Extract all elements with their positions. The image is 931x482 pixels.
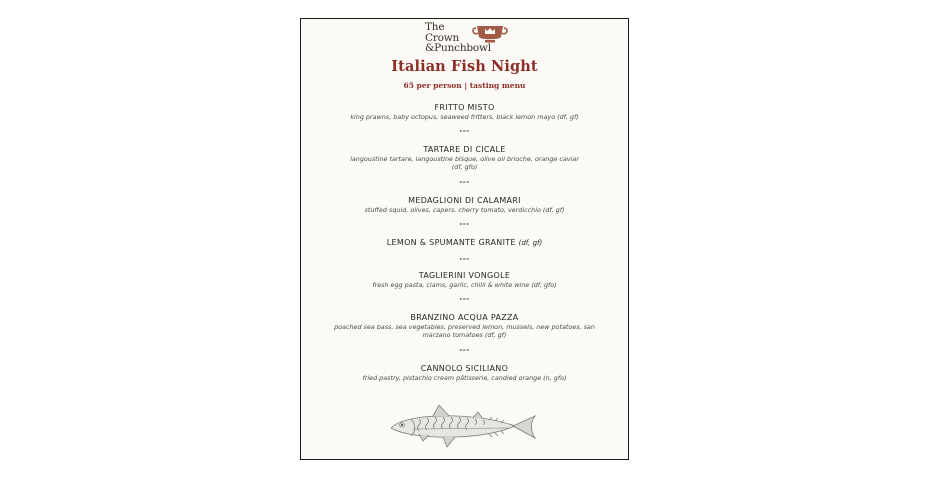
course-description: poached sea bass, sea vegetables, preserved lemon, mussels, new potatoes, san marzano tomatoes (df, gf) [334,323,595,340]
course-name: BRANZINO ACQUA PAZZA [410,313,519,322]
menu-card [300,18,629,460]
course-name: LEMON & SPUMANTE GRANITE [386,238,516,247]
course-fritto-misto [301,103,628,121]
course-branzino-acqua-pazza [301,313,628,340]
course-separator: --- [459,220,470,228]
course-cannolo-siciliano [301,364,628,382]
course-name: MEDAGLIONI DI CALAMARI [408,196,521,205]
course-taglierini-vongole [301,271,628,289]
course-separator: --- [459,295,470,303]
course-name: TAGLIERINI VONGOLE [418,271,511,280]
course-name: TARTARE DI CICALE [423,145,506,154]
brand-line-1: The [425,21,445,33]
mackerel-fish-icon [389,401,541,451]
brand-line-2: Crown [425,31,460,44]
menu-subtitle: 65 per person | tasting menu [403,81,526,90]
course-name: FRITTO MISTO [434,103,495,112]
course-separator: --- [459,178,470,186]
course-lemon-spumante-granite [301,238,628,248]
course-medaglioni-di-calamari [301,196,628,214]
course-dietary-note: (df, gf) [518,239,543,247]
course-description: stuffed squid, olives, capers, cherry tomato, verdicchio (df, gf) [364,206,565,214]
course-separator: --- [459,255,470,263]
brand-logo [425,22,509,54]
course-description: fried pastry, pistachio cream pâtisserie, candied orange (n, gfo) [362,374,567,382]
crown-bowl-icon [472,22,508,44]
course-tartare-di-cicale [301,145,628,172]
course-description: king prawns, baby octopus, seaweed fritters, black lemon mayo (df, gf) [350,113,579,121]
menu-title: Italian Fish Night [391,58,538,75]
course-separator: --- [459,127,470,135]
course-description: langoustine tartare, langoustine bisque, olive oil brioche, orange caviar (df, gfo) [350,155,579,172]
brand-line-3: &Punchbowl [425,42,491,54]
course-name: CANNOLO SICILIANO [420,364,509,373]
course-separator: --- [459,346,470,354]
course-description: fresh egg pasta, clams, garlic, chilli & white wine (df, gfo) [372,281,557,289]
